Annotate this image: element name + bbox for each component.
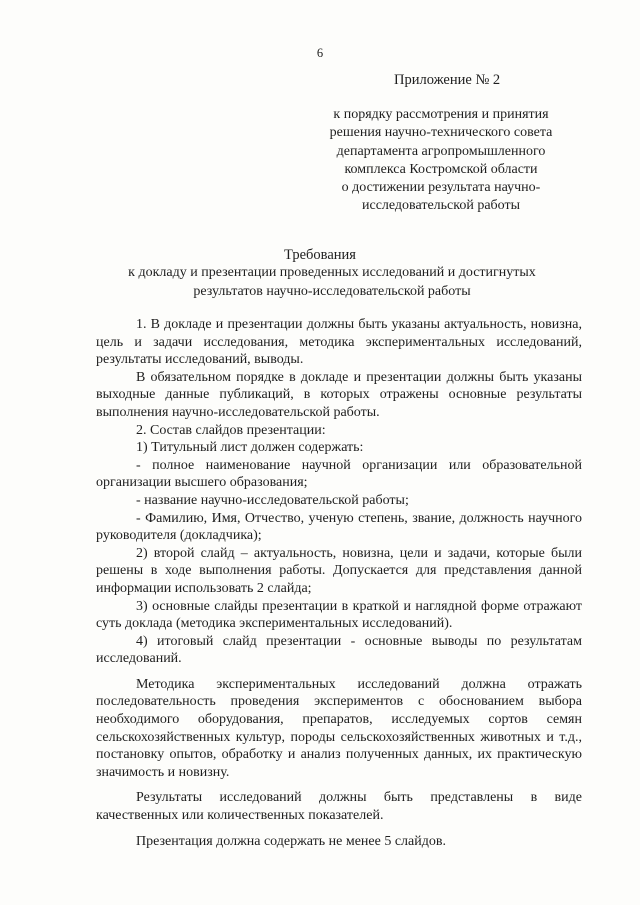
caption-line: департамента агропромышленного <box>336 143 546 159</box>
document-subtitle: к докладу и презентации проведенных исследований и достигнутых результатов научно-исследовательской работы <box>128 265 536 299</box>
paragraph-second-slide: 2) второй слайд – актуальность, новизна, цели и задачи, которые были решены в ходе выполнения работы. Допускается для представления данной информации использовать 2 слайда; <box>96 545 582 596</box>
caption-line: к порядку рассмотрения и принятия <box>333 107 549 122</box>
paragraph-final-slide: 4) итоговый слайд презентации - основные выводы по результатам исследований. <box>96 633 582 667</box>
paragraph-requirements: 1. В докладе и презентации должны быть указаны актуальность, новизна, цель и задачи исследования, методика экспериментальных исследований, результаты исследований, выводы. <box>96 317 582 368</box>
list-item: - название научно-исследовательской работы; <box>136 492 409 508</box>
document-title: Требования <box>284 247 356 263</box>
paragraph-slides-heading: 2. Состав слайдов презентации: <box>136 422 326 438</box>
paragraph-results: Результаты исследований должны быть представлены в виде качественных или количественных показателей. <box>96 790 582 824</box>
list-item: - Фамилию, Имя, Отчество, ученую степень, звание, должность научного руководителя (докладчика); <box>96 510 582 544</box>
caption-line: исследовательской работы <box>361 198 520 214</box>
document-body <box>96 316 582 850</box>
caption-line: комплекса Костромской области <box>344 161 538 177</box>
paragraph-publications: В обязательном порядке в докладе и презентации должны быть указаны выходные данные публикаций, в которых отражены основные результаты выполнения научно-исследовательской работы. <box>96 369 582 420</box>
paragraph-slide-count: Презентация должна содержать не менее 5 слайдов. <box>136 833 446 849</box>
paragraph-main-slides: 3) основные слайды презентации в краткой и наглядной форме отражают суть доклада (методика экспериментальных исследований). <box>96 598 582 632</box>
paragraph-methodology: Методика экспериментальных исследований должна отражать последовательность проведения экспериментов с обоснованием выбора необходимого оборудования, препаратов, исследуемых сортов семян сельскохозяйственных культур, породы сельскохозяйственных животных и т.д., постановку опытов, обработку и анализ полученных данных, их практическую значимость и новизну. <box>96 676 582 780</box>
caption-line: о достижении результата научно- <box>341 180 541 196</box>
caption-line: решения научно-технического совета <box>329 125 553 141</box>
page-number: 6 <box>316 46 324 60</box>
paragraph-title-slide: 1) Титульный лист должен содержать: <box>136 440 364 456</box>
appendix-title: Приложение № 2 <box>394 72 501 88</box>
appendix-caption <box>310 106 572 216</box>
list-item: - полное наименование научной организации или образовательной организации высшего образования; <box>96 457 582 491</box>
